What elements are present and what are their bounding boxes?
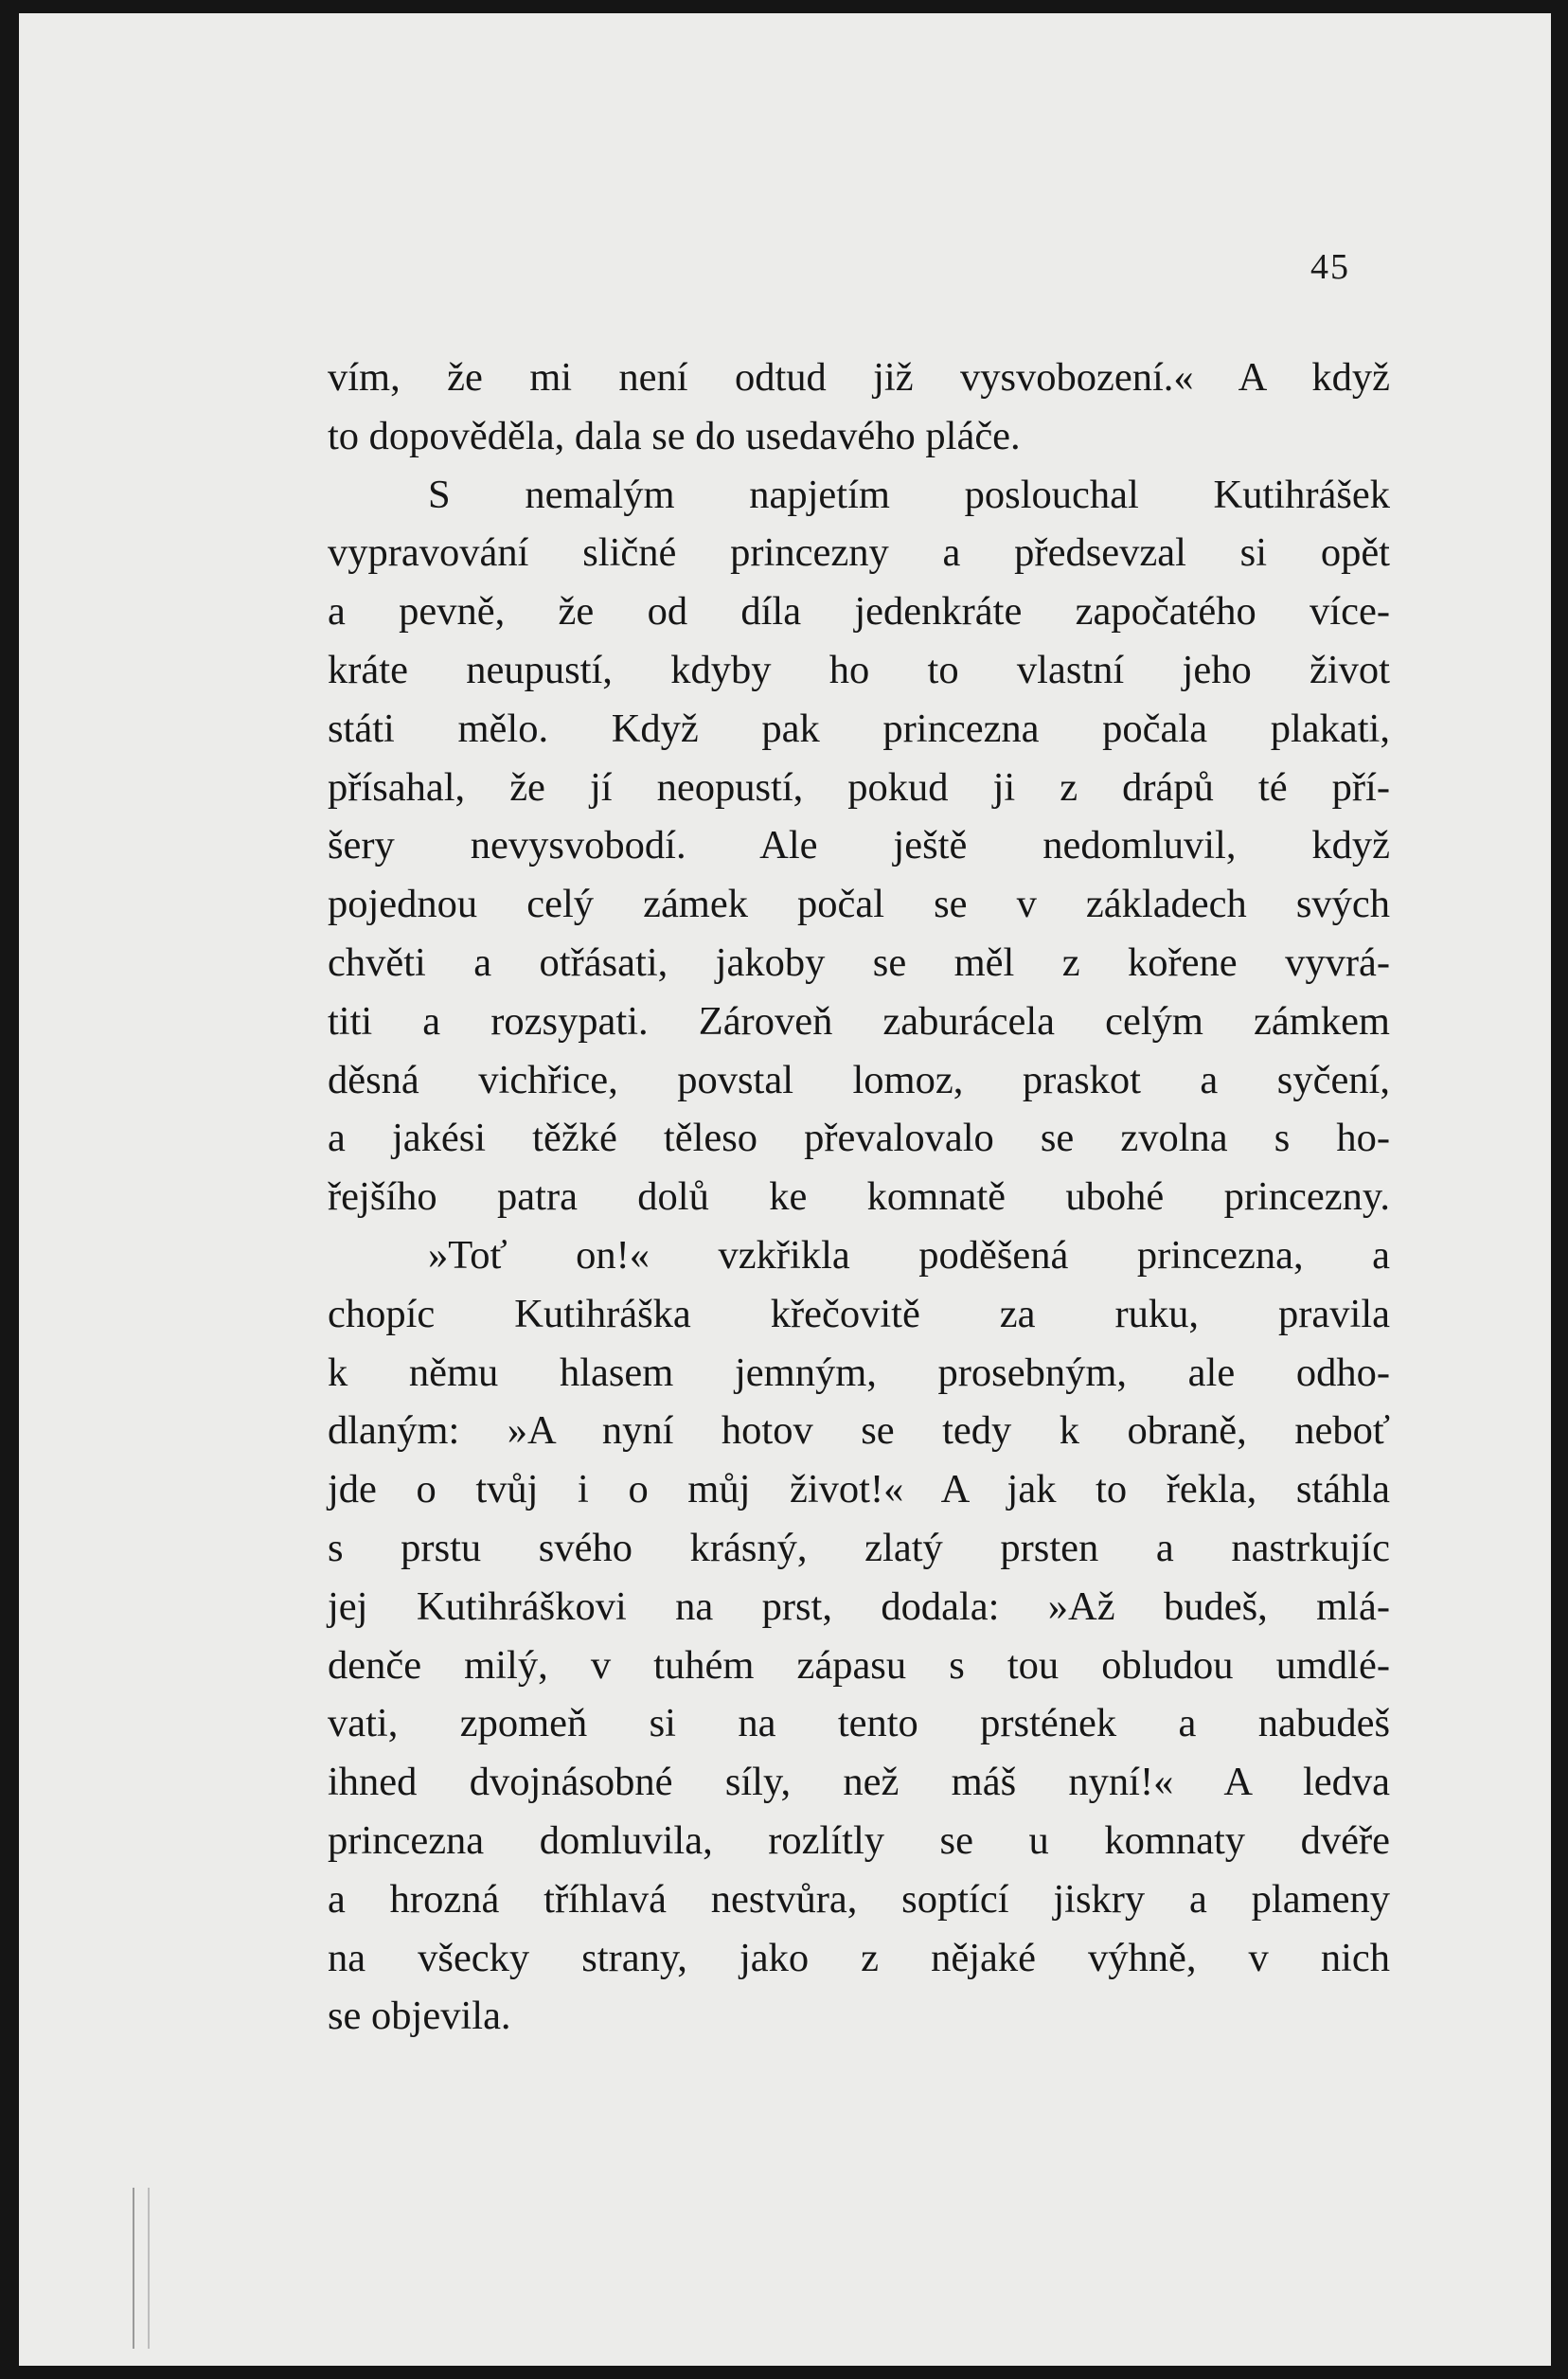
book-page (19, 13, 1551, 2366)
text-line: se objevila. (328, 1994, 511, 2039)
text-line: to dopověděla, dala se do usedavého pláče. (328, 413, 1021, 458)
margin-scan-artifact (133, 2188, 150, 2349)
text-line: vati, zpomeň si na tento prstének a nabudeš (328, 1701, 1390, 1746)
text-line: státi mělo. Když pak princezna počala plakati, (328, 706, 1390, 751)
text-line: »Toť on!« vzkřikla poděšená princezna, a (428, 1232, 1390, 1278)
text-line: chopíc Kutihráška křečovitě za ruku, pravila (328, 1291, 1390, 1336)
page-number: 45 (1310, 247, 1350, 287)
text-line: na všecky strany, jako z nějaké výhně, v nich (328, 1935, 1390, 1980)
text-line: s prstu svého krásný, zlatý prsten a nastrkujíc (328, 1525, 1390, 1570)
text-line: šery nevysvobodí. Ale ještě nedomluvil, když (328, 823, 1390, 868)
text-line: denče milý, v tuhém zápasu s tou obludou umdlé- (328, 1642, 1390, 1688)
text-line: princezna domluvila, rozlítly se u komnaty dvéře (328, 1817, 1390, 1863)
text-line: a hrozná tříhlavá nestvůra, soptící jiskry a plameny (328, 1876, 1390, 1922)
body-text (328, 349, 1390, 2046)
text-line: k němu hlasem jemným, prosebným, ale odho- (328, 1350, 1390, 1395)
text-line: pojednou celý zámek počal se v základech svých (328, 882, 1390, 927)
text-line: vím, že mi není odtud již vysvobození.« A když (328, 355, 1390, 400)
text-line: a pevně, že od díla jedenkráte započatého více- (328, 589, 1390, 635)
text-line: řejšího patra dolů ke komnatě ubohé princezny. (328, 1174, 1390, 1220)
text-line: chvěti a otřásati, jakoby se měl z kořene vyvrá- (328, 939, 1390, 985)
text-line: přísahal, že jí neopustí, pokud ji z drápů té pří- (328, 764, 1390, 810)
text-line: ihned dvojnásobné síly, než máš nyní!« A ledva (328, 1760, 1390, 1805)
text-line: vypravování sličné princezny a předsevzal si opět (328, 530, 1390, 576)
text-line: jde o tvůj i o můj život!« A jak to řekla, stáhla (328, 1467, 1390, 1512)
text-line: titi a rozsypati. Zároveň zaburácela celým zámkem (328, 998, 1390, 1044)
text-line: S nemalým napjetím poslouchal Kutihrášek (428, 472, 1390, 517)
text-line: děsná vichřice, povstal lomoz, praskot a syčení, (328, 1057, 1390, 1102)
text-line: kráte neupustí, kdyby ho to vlastní jeho život (328, 647, 1390, 692)
text-line: a jakési těžké těleso převalovalo se zvolna s ho- (328, 1116, 1390, 1161)
text-line: dlaným: »A nyní hotov se tedy k obraně, neboť (328, 1408, 1390, 1454)
text-line: jej Kutihráškovi na prst, dodala: »Až budeš, mlá- (328, 1583, 1390, 1629)
